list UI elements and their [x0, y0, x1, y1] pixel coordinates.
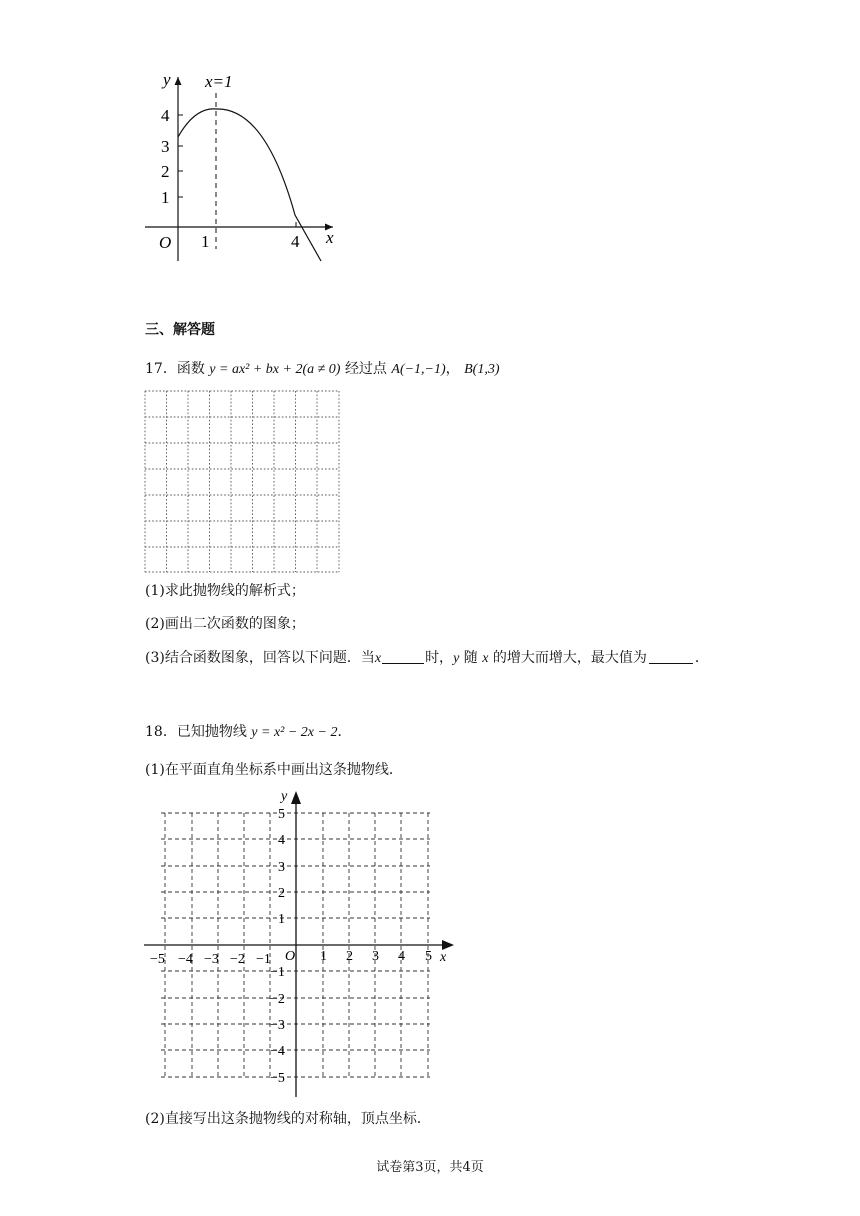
q18-end: ．: [337, 724, 352, 740]
q17-var-y: y: [453, 651, 460, 666]
q17-mid: 经过点: [344, 361, 387, 377]
page-footer: 试卷第3页，共4页: [376, 1160, 484, 1175]
q17-blank-condition[interactable]: [382, 649, 424, 664]
y-tick-label: −3: [270, 1018, 285, 1033]
q17-var-x: x: [482, 651, 489, 666]
y-tick-label: 5: [278, 807, 285, 822]
q17-part3-text: (3)结合函数图象，回答以下问题．当: [145, 650, 375, 666]
q17-part3-text: 时，: [425, 650, 454, 666]
q17-prefix: 17．函数: [145, 361, 205, 377]
q17-formula: y = ax² + bx + 2(a ≠ 0): [209, 362, 341, 377]
q18-part2: (2)直接写出这条抛物线的对称轴，顶点坐标．: [145, 1111, 431, 1127]
q17-part1: (1)求此抛物线的解析式；: [145, 583, 305, 599]
q17-point-b: B(1,3): [464, 362, 500, 377]
parabola-curve: [178, 109, 321, 261]
y-tick-label: 2: [161, 162, 170, 181]
y-tick-label: 1: [278, 912, 285, 927]
section-title: 三、解答题: [145, 322, 215, 338]
origin-label: O: [285, 949, 296, 964]
y-tick-label: −4: [270, 1044, 285, 1059]
y-axis-label: y: [163, 70, 171, 89]
x-axis-label: x: [440, 950, 447, 965]
q17-var-x: x: [374, 651, 382, 666]
q17-blank-max[interactable]: [649, 649, 693, 664]
x-tick-label: −4: [178, 952, 193, 967]
x-axis-arrow: [442, 940, 454, 950]
y-tick-label: −2: [270, 992, 285, 1007]
x-tick-label: −5: [150, 952, 165, 967]
q17-dotted-grid: [144, 390, 341, 574]
q17-part3: [145, 648, 709, 669]
x-tick-label: −2: [230, 952, 245, 967]
origin-label: O: [159, 233, 172, 252]
symmetry-line-label: x=1: [205, 72, 233, 91]
x-tick-label: −3: [204, 952, 219, 967]
y-axis-arrow: [291, 791, 301, 804]
x-tick-label: 2: [346, 949, 353, 964]
q17-part3-text: ．: [694, 650, 709, 666]
y-tick-label: 3: [161, 137, 170, 156]
y-tick-label: 2: [278, 886, 285, 901]
y-tick-label: 3: [278, 860, 285, 875]
q18-prefix: 18．已知抛物线: [145, 724, 247, 740]
x-tick-label: 4: [291, 232, 300, 251]
question-17-stem: [145, 359, 500, 380]
y-tick-label: 4: [161, 106, 170, 125]
q17-point-a: A(−1,−1): [391, 362, 446, 377]
parabola-sketch-graph: [135, 65, 350, 270]
y-axis-arrow: [175, 77, 182, 85]
q18-part1: (1)在平面直角坐标系中画出这条抛物线．: [145, 762, 403, 778]
q17-part2: (2)画出二次函数的图象；: [145, 616, 305, 632]
q17-part3-text: 随: [463, 650, 478, 666]
q18-coordinate-grid: [140, 785, 460, 1100]
x-tick-label: 5: [425, 949, 432, 964]
y-tick-label: −5: [270, 1071, 285, 1086]
x-tick-label: 4: [398, 949, 405, 964]
x-tick-label: 1: [201, 232, 210, 251]
question-18-stem: [145, 722, 351, 743]
x-tick-label: 1: [320, 949, 327, 964]
y-tick-label: −1: [270, 965, 285, 980]
x-tick-label: −1: [256, 952, 271, 967]
x-axis-label: x: [326, 228, 334, 247]
x-tick-label: 3: [372, 949, 379, 964]
q17-sep: ，: [445, 361, 460, 377]
q17-part3-text: 的增大而增大，最大值为: [492, 650, 647, 666]
q18-formula: y = x² − 2x − 2: [251, 725, 338, 740]
y-tick-label: 1: [161, 188, 170, 207]
y-tick-label: 4: [278, 833, 285, 848]
y-axis-label: y: [281, 789, 288, 804]
